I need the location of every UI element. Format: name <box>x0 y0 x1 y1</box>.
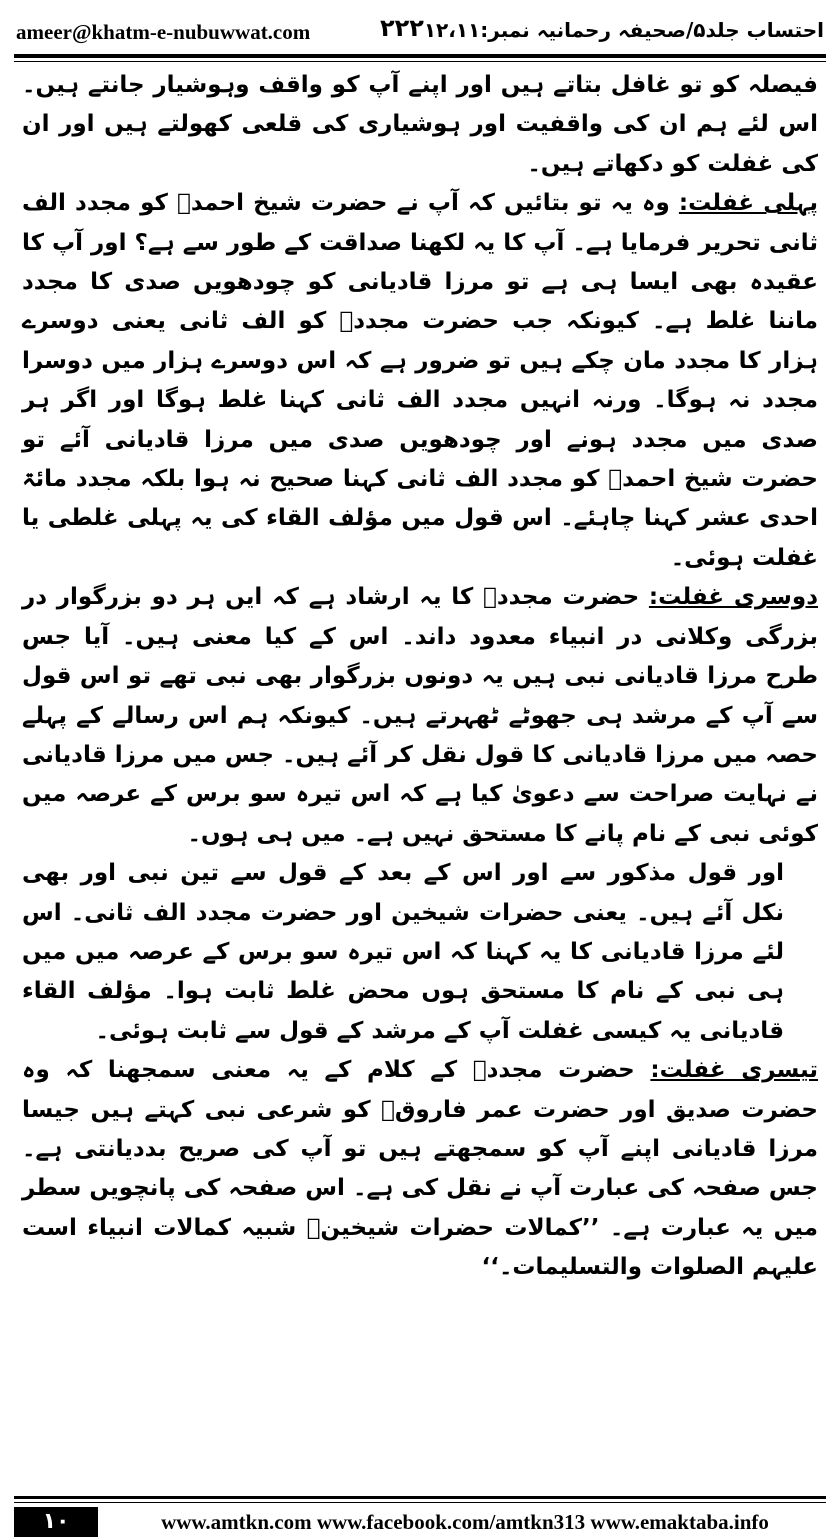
footer-rule-thick <box>14 1496 826 1499</box>
page-body <box>22 66 818 1288</box>
header-book-title: احتساب جلد۵/صحیفہ رحمانیہ نمبر:۱۲،۱۱ <box>423 18 824 42</box>
header-page-number: ۲۲۲ <box>380 14 424 42</box>
header-email: ameer@khatm-e-nubuwwat.com <box>16 20 311 44</box>
page-header <box>14 14 826 46</box>
footer-website-links[interactable]: www.amtkn.com www.facebook.com/amtkn313 www.emaktaba.info <box>161 1510 769 1534</box>
text-third-negligence: حضرت مجددؒ کے کلام کے یہ معنی سمجھنا کہ وہ حضرت صدیق اور حضرت عمر فاروقؓ کو شرعی نبی کہتے ہیں جیسا مرزا قادیانی اپنے آپ کو سمجھتے ہیں تو آپ کی صریح بددیانتی ہے۔ جس صفحہ کی عبارت آپ نے نقل کی ہے۔ اس صفحہ کی پانچویں سطر میں یہ عبارت ہے۔ ’’کمالات حضرات شیخینؓ شبیہ کمالات انبیاء است علیہم الصلوات والتسلیمات۔‘‘ <box>22 1057 818 1281</box>
heading-first-negligence: پہلی غفلت: <box>678 190 818 217</box>
paragraph-second-negligence <box>22 578 818 854</box>
text-second-negligence: حضرت مجددؒ کا یہ ارشاد ہے کہ ایں ہر دو بزرگوار در بزرگی وکلانی در انبیاء معدود داند۔ اس کے کیا معنی ہیں۔ آیا جس طرح مرزا قادیانی نبی ہیں یہ دونوں بزرگوار بھی نبی تھے تو اس قول سے آپ کے مرشد ہی جھوٹے ٹھہرتے ہیں۔ کیونکہ ہم اس رسالے کے پہلے حصہ میں مرزا قادیانی کا قول نقل کر آئے ہیں۔ جس میں مرزا قادیانی نے نہایت صراحت سے دعویٰ کیا ہے کہ اس تیرہ سو برس کے عرصہ میں کوئی نبی کے نام پانے کا مستحق نہیں ہے۔ میں ہی ہوں۔ <box>22 584 818 847</box>
footer-rule-thin <box>14 1502 826 1503</box>
paragraph-intro: فیصلہ کو تو غافل بتاتے ہیں اور اپنے آپ کو واقف وہوشیار جانتے ہیں۔ اس لئے ہم ان کی واقفیت اور ہوشیاری کی قلعی کھولتے ہیں اور ان کی غفلت کو دکھاتے ہیں۔ <box>22 72 818 177</box>
paragraph-first-negligence <box>22 184 818 578</box>
paragraph-third-negligence <box>22 1051 818 1287</box>
footer-page-index: ۱۰ <box>14 1507 98 1537</box>
heading-third-negligence: تیسری غفلت: <box>650 1057 819 1084</box>
text-first-negligence: وہ یہ تو بتائیں کہ آپ نے حضرت شیخ احمدؒ کو مجدد الف ثانی تحریر فرمایا ہے۔ آپ کا یہ لکھنا صداقت کے طور سے ہے؟ اور آپ کا عقیدہ بھی ایسا ہی ہے تو مرزا قادیانی کو چودھویں صدی کا مجدد ماننا غلط ہے۔ کیونکہ جب حضرت مجددؒ کو الف ثانی یعنی دوسرے ہزار کا مجدد مان چکے ہیں تو ضرور ہے کہ اس دوسرے ہزار میں دوسرا مجدد نہ ہوگا۔ ورنہ انہیں مجدد الف ثانی کہنا غلط ہوگا اور اگر ہر صدی میں مجدد ہونے اور چودھویں صدی میں مرزا قادیانی آئے تو حضرت شیخ احمدؒ کو مجدد الف ثانی کہنا صحیح نہ ہوا بلکہ مجدد مائۃ احدی عشر کہنا چاہئے۔ اس قول میں مؤلف القاء کی یہ پہلی غلطی یا غفلت ہوئی۔ <box>22 190 818 571</box>
header-rule-thick <box>14 54 826 58</box>
heading-second-negligence: دوسری غفلت: <box>648 584 818 611</box>
header-rule-thin <box>14 61 826 62</box>
paragraph-continuation: اور قول مذکور سے اور اس کے بعد کے قول سے تین نبی اور بھی نکل آئے ہیں۔ یعنی حضرات شیخین اور حضرت مجدد الف ثانی۔ اس لئے مرزا قادیانی کا یہ کہنا کہ اس تیرہ سو برس کے عرصہ میں میں ہی نبی کے نام کا مستحق ہوں محض غلط ثابت ہوا۔ مؤلف القاء قادیانی یہ کیسی غفلت آپ کے مرشد کے قول سے ثابت ہوئی۔ <box>22 860 784 1044</box>
